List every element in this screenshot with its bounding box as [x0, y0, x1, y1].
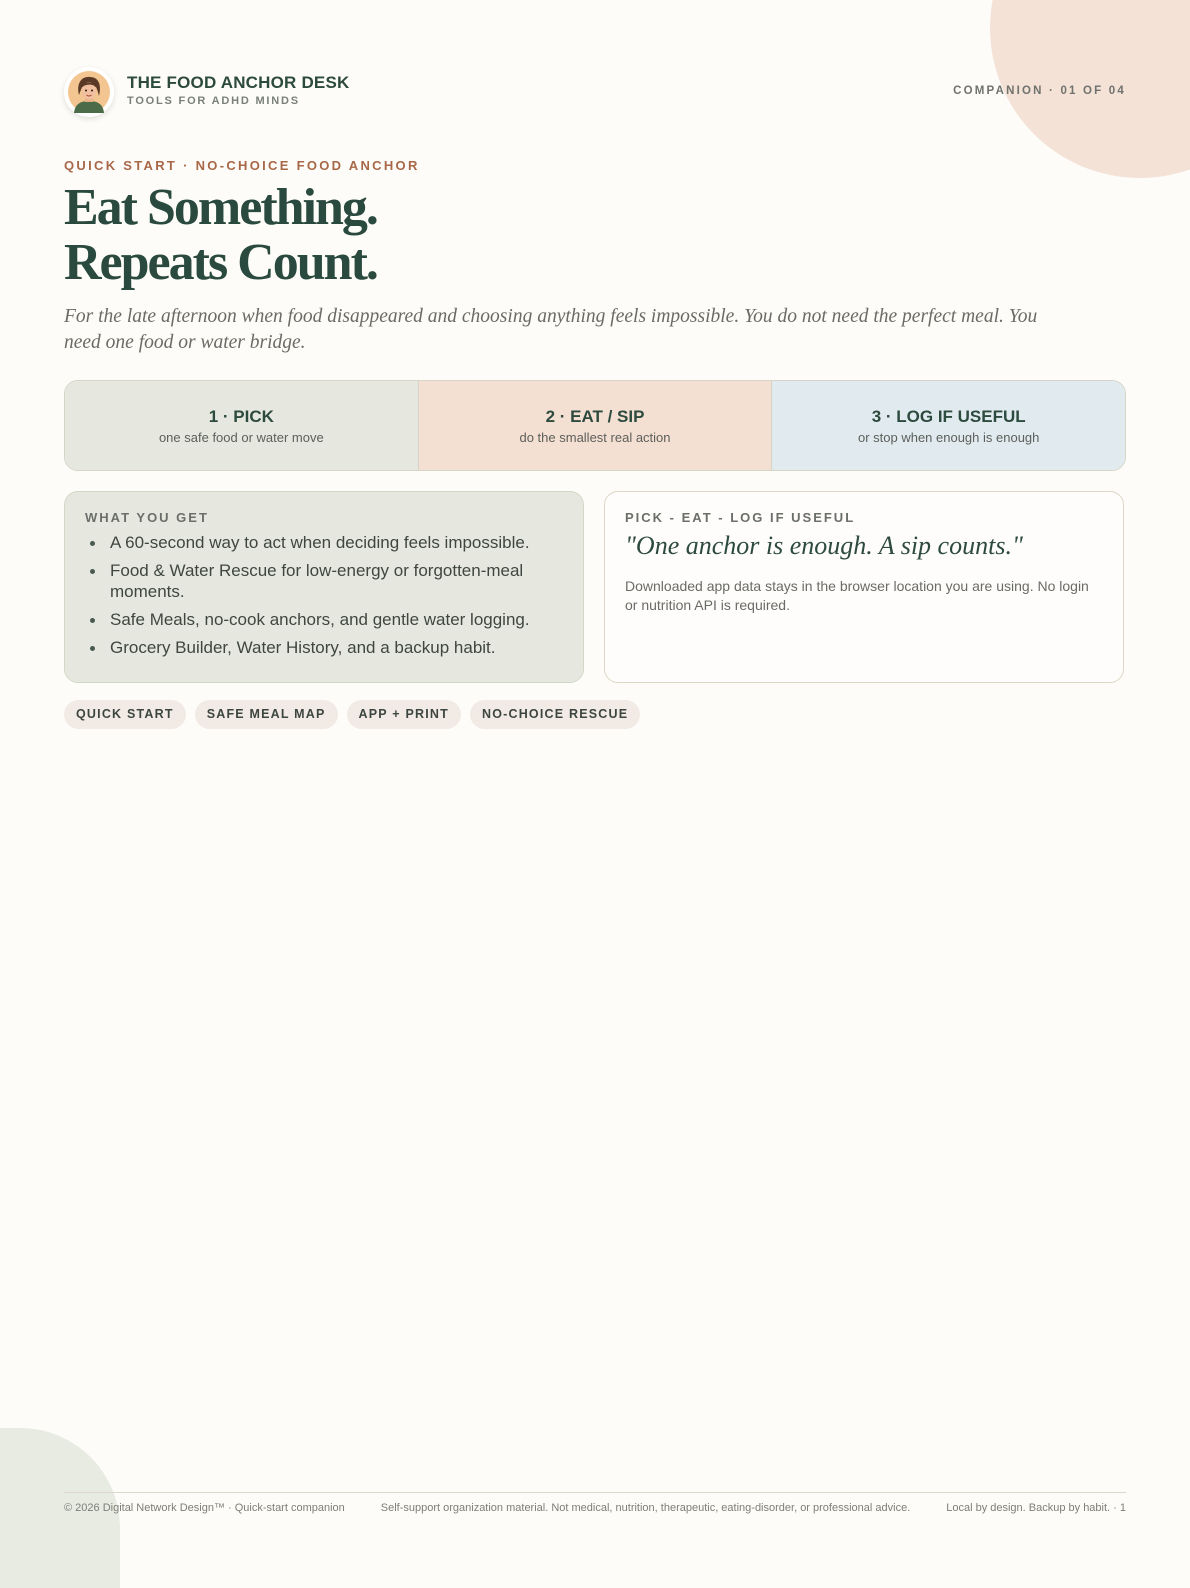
brand-tagline: TOOLS FOR ADHD MINDS: [127, 95, 300, 107]
list-item: Grocery Builder, Water History, and a backup habit.: [85, 637, 563, 658]
list-item: Safe Meals, no-cook anchors, and gentle water logging.: [85, 609, 563, 630]
footer-disclaimer: Self-support organization material. Not medical, nutrition, therapeutic, eating-disorder, or professional advice.: [380, 1502, 911, 1514]
avatar: [64, 67, 114, 117]
pull-quote: "One anchor is enough. A sip counts.": [625, 531, 1023, 560]
lede: For the late afternoon when food disappeared and choosing anything feels impossible. You do not need the perfect meal. You need one food or water bridge.: [64, 306, 1038, 353]
brand: [127, 73, 350, 107]
what-you-get-card: [64, 491, 584, 683]
chip-app-print: APP + PRINT: [347, 700, 461, 729]
step-subtitle: one safe food or water move: [158, 429, 324, 445]
card-label: WHAT YOU GET: [85, 510, 209, 525]
chip-quick-start: QUICK START: [64, 700, 186, 729]
brand-name: THE FOOD ANCHOR DESK: [127, 73, 350, 92]
list-item: Food & Water Rescue for low-energy or forgotten-meal moments.: [85, 560, 563, 602]
step-title: 1 · PICK: [208, 406, 274, 426]
benefit-list: [85, 532, 563, 658]
footer-copyright: © 2026 Digital Network Design™ · Quick-start companion: [64, 1502, 345, 1514]
tag-chips: [64, 700, 640, 729]
page-title: [64, 180, 377, 290]
footer: [64, 1492, 1126, 1514]
headline-line-2: Repeats Count.: [64, 234, 377, 291]
eyebrow: QUICK START · NO-CHOICE FOOD ANCHOR: [64, 158, 420, 173]
card-label: PICK - EAT - LOG IF USEFUL: [625, 510, 856, 525]
companion-label: COMPANION · 01 OF 04: [953, 85, 1126, 97]
step-log: [771, 381, 1125, 470]
chip-safe-meal-map: SAFE MEAL MAP: [195, 700, 338, 729]
step-title: 3 · LOG IF USEFUL: [871, 406, 1026, 426]
step-title: 2 · EAT / SIP: [545, 406, 645, 426]
step-pick: [65, 381, 418, 470]
privacy-note: Downloaded app data stays in the browser location you are using. No login or nutrition API is required.: [625, 578, 1089, 613]
footer-tagline: Local by design. Backup by habit. · 1: [946, 1502, 1126, 1514]
chip-no-choice-rescue: NO-CHOICE RESCUE: [470, 700, 640, 729]
headline-line-1: Eat Something.: [64, 179, 377, 236]
step-eat-sip: [418, 381, 772, 470]
step-subtitle: do the smallest real action: [519, 429, 671, 445]
list-item: A 60-second way to act when deciding feels impossible.: [85, 532, 563, 553]
woman-portrait-icon: [68, 71, 110, 113]
quote-card: [604, 491, 1124, 683]
steps-strip: [64, 380, 1126, 471]
step-subtitle: or stop when enough is enough: [857, 429, 1040, 445]
